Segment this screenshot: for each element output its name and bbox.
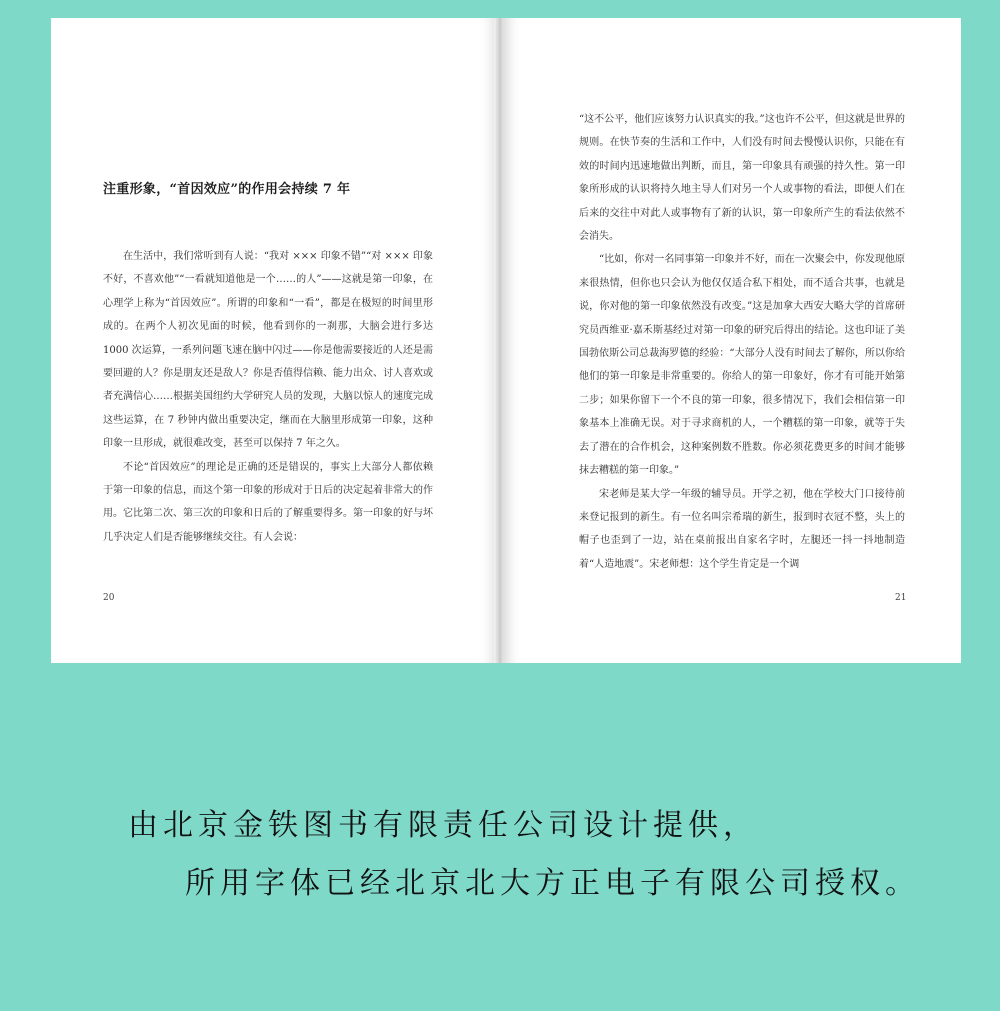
credit-line-design: 由北京金铁图书有限责任公司设计提供， [128,808,758,843]
right-page-body [579,108,905,576]
paragraph: 在生活中，我们常听到有人说：“我对 ××× 印象不错”“对 ××× 印象不好，不喜欢他”“一看就知道他是一个……的人”——这就是第一印象，在心理学上称为“首因效应”。所谓的印象和“一看”，都是在极短的时间里形成的。在两个人初次见面的时候，他看到你的一刹那，大脑会进行多达 1000 次运算，一系列问题飞速在脑中闪过——你是他需要接近的人还是需要回避的人？你是朋友还是敌人？你是否值得信赖、能力出众、讨人喜欢或者充满信心……根据美国纽约大学研究人员的发现，大脑以惊人的速度完成这些运算，在 7 秒钟内做出重要决定，继而在大脑里形成第一印象，这种印象一旦形成，就很难改变，甚至可以保持 7 年之久。 [103,251,433,450]
left-page [51,18,502,663]
paragraph: 宋老师是某大学一年级的辅导员。开学之初，他在学校大门口接待前来登记报到的新生。有一位名叫宗希瑞的新生，报到时衣冠不整，头上的帽子也歪到了一边，站在桌前报出自家名字时，左腿还一抖一抖地制造着“人造地震”。宋老师想：这个学生肯定是一个调 [579,488,905,570]
credit-line-font-license: 所用字体已经北京北大方正电子有限公司授权。 [185,866,920,901]
paragraph: 不论“首因效应”的理论是正确的还是错误的，事实上大部分人都依赖于第一印象的信息，而这个第一印象的形成对于日后的决定起着非常大的作用。它比第二次、第三次的印象和日后的了解重要得多。第一印象的好与坏几乎决定人们是否能够继续交往。有人会说： [103,461,433,543]
paragraph: “比如，你对一名同事第一印象并不好，而在一次聚会中，你发现他原来很热情，但你也只会认为他仅仅适合私下相处，而不适合共事，也就是说，你对他的第一印象依然没有改变。”这是加拿大西安大略大学的首席研究员西维亚·嘉禾斯基经过对第一印象的研究后得出的结论。这也印证了美国勃依斯公司总裁海罗德的经验：“大部分人没有时间去了解你，所以你给他们的第一印象是非常重要的。你给人的第一印象好，你才有可能开始第二步；如果你留下一个不良的第一印象，很多情况下，我们会相信第一印象基本上准确无误。对于寻求商机的人，一个糟糕的第一印象，就等于失去了潜在的合作机会，这种案例数不胜数。你必须花费更多的时间才能够抹去糟糕的第一印象。” [579,254,905,477]
section-heading: 注重形象，“首因效应”的作用会持续 7 年 [103,182,351,197]
page-number-left: 20 [103,593,115,603]
paragraph: “这不公平，他们应该努力认识真实的我。”这也许不公平，但这就是世界的规则。在快节奏的生活和工作中，人们没有时间去慢慢认识你，只能在有效的时间内迅速地做出判断，而且，第一印象具有顽强的持久性。第一印象所形成的认识将持久地主导人们对另一个人或事物的看法，即便人们在后来的交往中对此人或事物有了新的认识，第一印象所产生的看法依然不会消失。 [579,114,905,243]
page-number-right: 21 [895,593,907,603]
right-page [503,18,961,663]
left-page-body [103,245,433,549]
